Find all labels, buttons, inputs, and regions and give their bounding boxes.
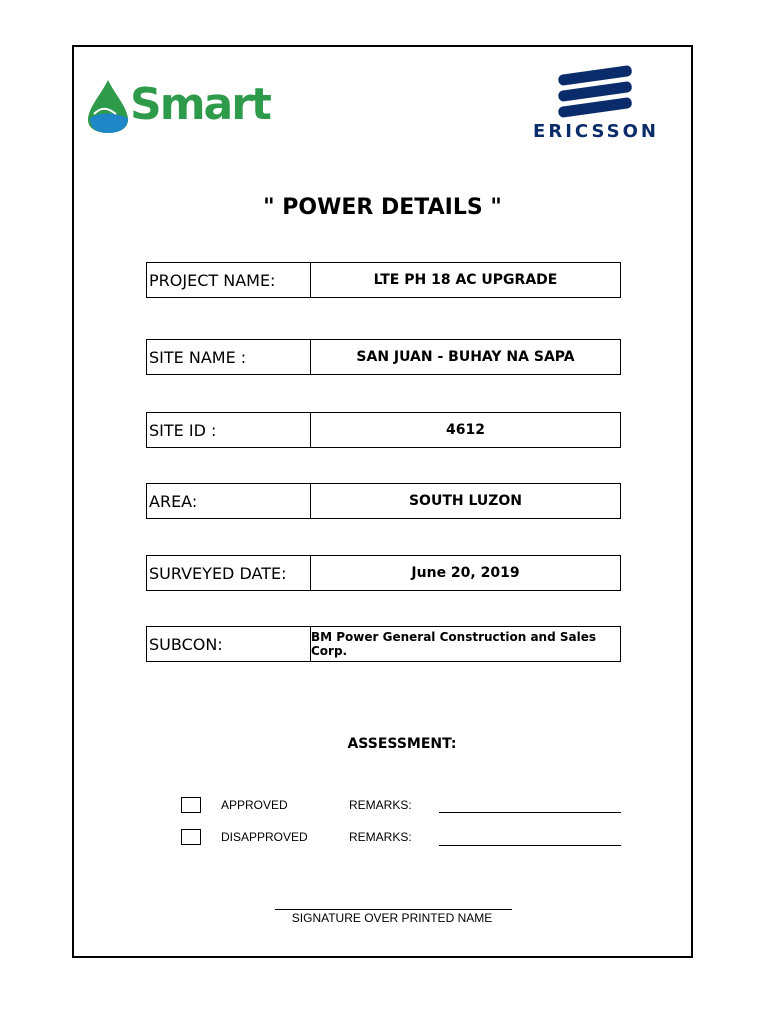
field-label: SUBCON: xyxy=(147,627,311,661)
approved-label: APPROVED xyxy=(221,798,288,812)
field-row-subcon xyxy=(146,626,621,662)
field-row-site-name xyxy=(146,339,621,375)
field-value: SAN JUAN - BUHAY NA SAPA xyxy=(356,349,575,365)
page-title: " POWER DETAILS " xyxy=(263,195,502,220)
three-bar-icon xyxy=(512,62,680,120)
assessment-heading: ASSESSMENT: xyxy=(347,736,457,752)
disapproved-remarks-line[interactable] xyxy=(439,845,621,846)
field-row-project-name xyxy=(146,262,621,298)
signature-caption: SIGNATURE OVER PRINTED NAME xyxy=(291,911,493,925)
field-row-site-id xyxy=(146,412,621,448)
field-value: 4612 xyxy=(446,422,485,438)
field-value: June 20, 2019 xyxy=(411,565,520,581)
smart-logo-text: Smart xyxy=(130,79,270,130)
field-label: SITE NAME : xyxy=(147,340,311,374)
remarks-label: REMARKS: xyxy=(349,798,412,812)
smart-logo xyxy=(86,78,270,134)
mountain-drop-icon xyxy=(86,78,130,134)
field-label: AREA: xyxy=(147,484,311,518)
field-row-surveyed-date xyxy=(146,555,621,591)
disapproved-checkbox[interactable] xyxy=(181,829,201,845)
remarks-label: REMARKS: xyxy=(349,830,412,844)
field-value: SOUTH LUZON xyxy=(408,493,523,509)
field-label: PROJECT NAME: xyxy=(147,263,311,297)
field-label: SURVEYED DATE: xyxy=(147,556,311,590)
field-row-area xyxy=(146,483,621,519)
approved-remarks-line[interactable] xyxy=(439,812,621,813)
ericsson-logo-text: ERICSSON xyxy=(533,121,659,142)
field-value: LTE PH 18 AC UPGRADE xyxy=(373,272,558,288)
field-value: BM Power General Construction and Sales Corp. xyxy=(311,630,597,658)
approved-checkbox[interactable] xyxy=(181,797,201,813)
disapproved-label: DISAPPROVED xyxy=(221,830,308,844)
ericsson-logo xyxy=(512,62,680,144)
field-label: SITE ID : xyxy=(147,413,311,447)
